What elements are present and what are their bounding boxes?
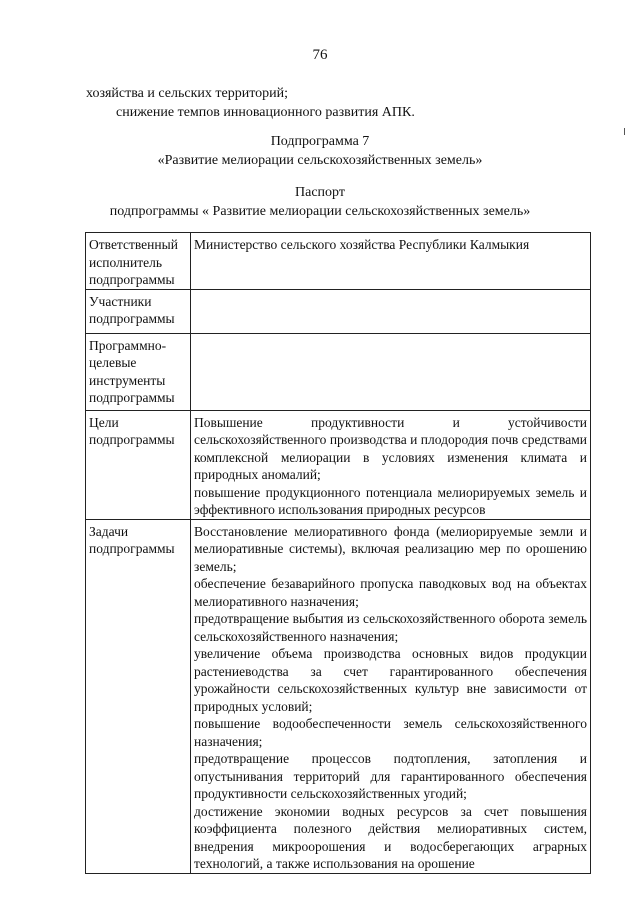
- value-line: повышение водообеспеченности земель сельскохозяйственного назначения;: [194, 716, 587, 749]
- subprogram-header: [0, 132, 640, 170]
- table-row-responsible: [86, 233, 591, 290]
- row-label: Цели подпрограммы: [86, 410, 191, 519]
- table-row-tasks: [86, 519, 591, 873]
- row-value: [191, 519, 591, 873]
- passport-subtitle: подпрограммы « Развитие мелиорации сельскохозяйственных земель»: [109, 204, 531, 219]
- passport-heading: Паспорт: [295, 185, 345, 200]
- prev-text-line-1: хозяйства и сельских территорий;: [86, 86, 289, 101]
- row-value: [191, 410, 591, 519]
- table-row-instruments: [86, 333, 591, 410]
- prev-text-line-2: снижение темпов инновационного развития АПК.: [116, 105, 415, 120]
- row-label: Участники подпрограммы: [86, 289, 191, 333]
- value-line: обеспечение безаварийного пропуска паводковых вод на объектах мелиоративного назначения;: [194, 576, 587, 609]
- value-line: повышение продукционного потенциала мелиорируемых земель и эффективного использования природных ресурсов: [194, 484, 587, 517]
- table-row-participants: [86, 289, 591, 333]
- table-row-goals: [86, 410, 591, 519]
- value-line: увеличение объема производства основных видов продукции растениеводства за счет гарантированного обеспечения урожайности сельскохозяйственных культур вне зависимости от природных условий;: [194, 646, 587, 714]
- passport-table: [85, 232, 591, 874]
- page-number: 76: [312, 47, 328, 63]
- row-value: [191, 233, 591, 290]
- value-line: предотвращение выбытия из сельскохозяйственного оборота земель сельскохозяйственного назначения;: [194, 611, 587, 644]
- value-line: достижение экономии водных ресурсов за счет повышения коэффициента полезного действия мелиоративных систем, внедрения микроорошения и водосберегающих аграрных технологий, а также использования на орошение: [194, 803, 587, 871]
- row-label: Задачи подпрограммы: [86, 519, 191, 873]
- subprogram-heading: Подпрограмма 7: [270, 134, 370, 149]
- row-value-empty: [191, 333, 591, 410]
- row-value-empty: [191, 289, 591, 333]
- value-line: предотвращение процессов подтопления, затопления и опустынивания территорий для гарантированного обеспечения продуктивности сельскохозяйственных угодий;: [194, 751, 587, 801]
- passport-header: [0, 183, 640, 221]
- value-line: Восстановление мелиоративного фонда (мелиорируемые земли и мелиоративные системы), включая реализацию мер по орошению земель;: [194, 523, 587, 574]
- value-line: Министерство сельского хозяйства Республики Калмыкия: [194, 237, 530, 252]
- row-label: Программно-целевые инструменты подпрограммы: [86, 333, 191, 410]
- subprogram-title: «Развитие мелиорации сельскохозяйственных земель»: [157, 153, 483, 168]
- row-label: Ответственный исполнитель подпрограммы: [86, 233, 191, 290]
- previous-section-text: [86, 84, 415, 122]
- value-line: Повышение продуктивности и устойчивости сельскохозяйственного производства и плодородия почв средствами комплексной мелиорации в условиях изменения климата и природных аномалий;: [194, 414, 587, 482]
